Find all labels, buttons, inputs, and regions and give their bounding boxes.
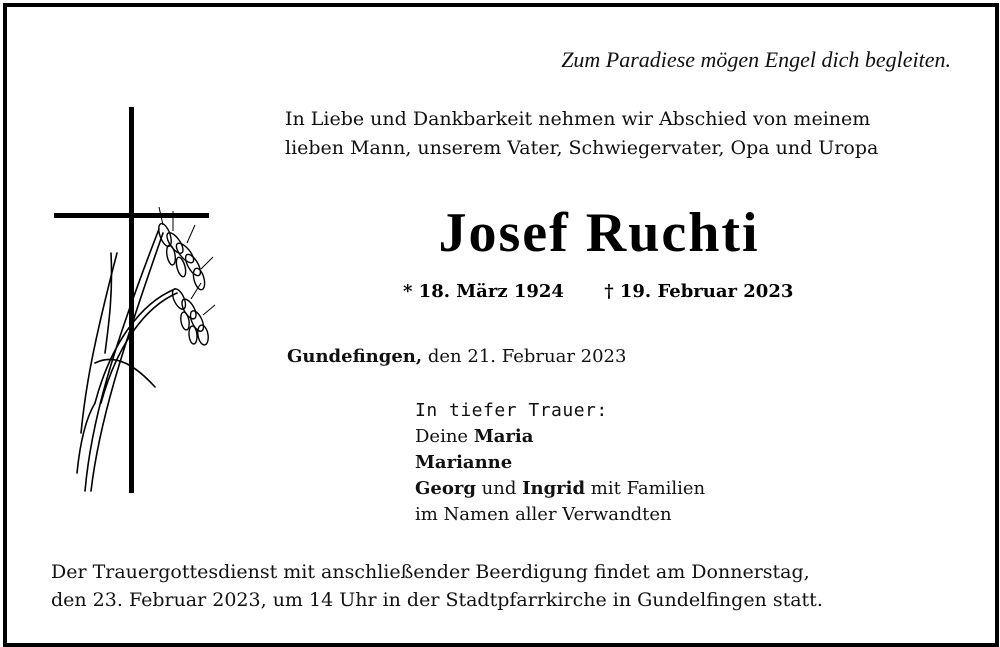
intro-line-2: lieben Mann, unserem Vater, Schwiegervater, Opa und Uropa [285, 137, 879, 159]
service-line-2: den 23. Februar 2023, um 14 Uhr in der Stadtpfarrkirche in Gundelfingen statt. [51, 589, 823, 611]
mourner-line-1 [415, 424, 705, 450]
service-line-1: Der Trauergottesdienst mit anschließender Beerdigung findet am Donnerstag, [51, 561, 810, 583]
mourner-prefix: Deine [415, 426, 474, 447]
mourner-line-4: im Namen aller Verwandten [415, 504, 672, 525]
life-dates [403, 281, 793, 302]
mourner-name-marianne: Marianne [415, 452, 513, 473]
mourners-heading: In tiefer Trauer: [415, 400, 608, 421]
notice-date: den 21. Februar 2023 [422, 346, 627, 367]
intro-line-1: In Liebe und Dankbarkeit nehmen wir Abschied von meinem [285, 108, 871, 130]
mourner-suffix: mit Familien [585, 478, 706, 499]
mourner-name-ingrid: Ingrid [522, 478, 586, 499]
intro-text [285, 105, 878, 163]
mourner-name-georg: Georg [415, 478, 476, 499]
place-name: Gundefingen, [287, 346, 423, 367]
mourner-line-3 [415, 476, 705, 502]
mourners-block [415, 398, 705, 528]
birth-date: * 18. März 1924 [403, 281, 564, 302]
mourner-name-maria: Maria [473, 426, 534, 447]
mourner-line-2 [415, 450, 705, 476]
mourner-connector: und [475, 478, 523, 499]
deceased-name: Josef Ruchti [438, 202, 760, 264]
obituary-frame [3, 3, 999, 647]
death-date: † 19. Februar 2023 [604, 281, 794, 302]
service-info [51, 558, 823, 614]
motto: Zum Paradiese mögen Engel dich begleiten. [561, 47, 951, 72]
place-date [287, 346, 626, 367]
cross-with-wheat-icon [51, 103, 221, 503]
